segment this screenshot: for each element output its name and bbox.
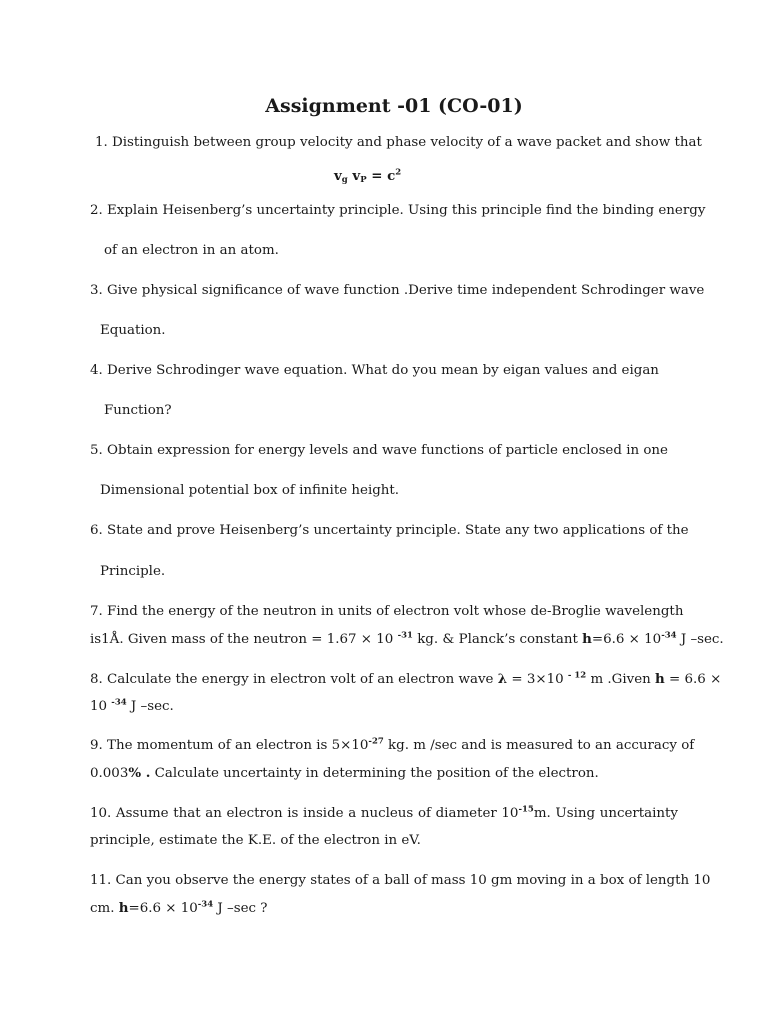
planck-h: h bbox=[118, 900, 129, 916]
question-9 bbox=[90, 736, 695, 783]
formula-equals-c: = c bbox=[366, 168, 396, 184]
formula-v: v bbox=[334, 168, 342, 184]
percent-sign: % . bbox=[128, 765, 151, 781]
planck-h: h bbox=[655, 671, 665, 687]
question-3-line-1: 3. Give physical significance of wave function .Derive time independent Schrodinger wave bbox=[90, 283, 705, 298]
formula-subscript-p: P bbox=[360, 175, 367, 186]
question-11 bbox=[90, 872, 711, 918]
planck-h: h bbox=[582, 631, 592, 647]
question-8-line-2: 10 $^{-34}$ J –sec. bbox=[90, 697, 174, 714]
question-7 bbox=[90, 603, 724, 649]
question-9-line-2: 0.003% . Calculate uncertainty in determining the position of the electron. bbox=[90, 765, 599, 781]
question-2-line-1: 2. Explain Heisenberg’s uncertainty principle. Using this principle find the binding energy bbox=[90, 203, 706, 218]
question-10-line-2: principle, estimate the K.E. of the electron in eV. bbox=[90, 833, 421, 848]
question-11-line-2: cm. $h=6.6 \times 10^{-34}$ J –sec ? bbox=[90, 899, 268, 916]
question-1-formula bbox=[334, 167, 401, 185]
question-8 bbox=[90, 670, 722, 716]
formula-exponent: 2 bbox=[395, 167, 402, 178]
exponent: -15 bbox=[518, 804, 534, 815]
question-2-line-2: of an electron in an atom. bbox=[104, 243, 279, 258]
question-3-line-2: Equation. bbox=[100, 323, 166, 338]
question-7-line-1: 7. Find the energy of the neutron in units of electron volt whose de-Broglie wavelength bbox=[90, 604, 684, 619]
question-6-line-2: Principle. bbox=[100, 564, 166, 579]
question-5-line-2: Dimensional potential box of infinite height. bbox=[100, 483, 400, 498]
question-11-line-1: 11. Can you observe the energy states of a ball of mass 10 gm moving in a box of length 10 bbox=[90, 873, 711, 888]
question-4-line-2: Function? bbox=[104, 403, 172, 418]
formula-subscript-g: g bbox=[341, 175, 348, 186]
exponent: -27 bbox=[368, 736, 384, 747]
exponent: -34 bbox=[661, 630, 677, 641]
question-8-line-1: 8. Calculate the energy in electron volt of an electron wave λ = 3×10 $^{- 12}$ m .Given h = 6.6 × bbox=[90, 670, 722, 687]
question-9-line-1: 9. The momentum of an electron is $5\times 10^{-27}$ kg. m /sec and is measured to an accuracy of bbox=[90, 736, 695, 753]
exponent: -34 bbox=[197, 899, 214, 910]
exponent: -31 bbox=[397, 630, 413, 641]
question-7-line-2: is1Å. Given mass of the neutron = 1.67 × 10 $^{-31}$ kg. & Planck’s constant $h=6.6 \times 10^{-34}$ J –sec. bbox=[90, 630, 724, 647]
question-1-line-1: 1. Distinguish between group velocity and phase velocity of a wave packet and show that bbox=[95, 135, 702, 150]
exponent: -34 bbox=[111, 697, 127, 708]
formula-v: v bbox=[352, 168, 361, 184]
exponent: - 12 bbox=[567, 670, 587, 681]
question-4-line-1: 4. Derive Schrodinger wave equation. What do you mean by eigan values and eigan bbox=[90, 363, 659, 378]
question-6-line-1: 6. State and prove Heisenberg’s uncertainty principle. State any two applications of the bbox=[90, 523, 689, 538]
question-10-line-1: 10. Assume that an electron is inside a nucleus of diameter $10^{-15}m$. Using uncertainty bbox=[90, 804, 678, 821]
question-10 bbox=[90, 805, 678, 850]
page-title: Assignment -01 (CO-01) bbox=[265, 95, 523, 117]
lambda-symbol: λ bbox=[497, 671, 508, 687]
question-5-line-1: 5. Obtain expression for energy levels and wave functions of particle enclosed in one bbox=[90, 443, 668, 458]
